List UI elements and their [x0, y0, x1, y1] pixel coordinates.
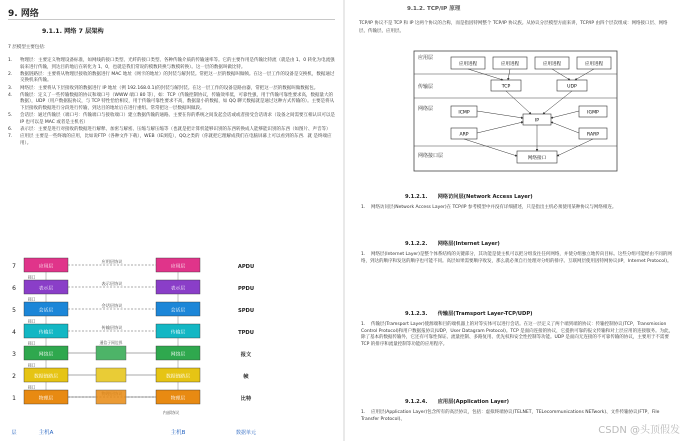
host-b-layer-name: 会话层 [170, 308, 186, 314]
relay-node-box [96, 368, 126, 382]
svg-text:应用进程: 应用进程 [500, 62, 520, 67]
host-b-layer-name: 物理层 [170, 396, 186, 402]
intro-text: 7 层模型主要包括： [8, 45, 49, 50]
pdu-label: 报文 [240, 352, 252, 358]
tcpip-intro: TCP/IP 协议不是 TCP 和 IP 这两个协议的合称，而是指因特网整个 TCP/IP 协议族。从协议分层模型方面来讲，TCP/IP 由四个层次组成：网络接口层、网络层、传输层、应用层。 [359, 21, 668, 34]
subnet-boundary-label: 通信子网边界 [99, 340, 123, 345]
host-b-label: 主机B [170, 430, 186, 436]
host-a-layer-name: 会话层 [38, 308, 54, 314]
list-item: 5. 会话层：通过传输层（端口号：传输端口与接收端口）建立数据传输的通路。主要在你的系统之间发起会话或或者接受会话请求（设备之间需要互相认识可以是 IP 也可以是 MAC 或者是主机名） [8, 113, 335, 125]
host-a-layer-name: 表示层 [38, 286, 54, 292]
layer-number: 7 [12, 263, 16, 270]
layer-label-net: 网络层 [418, 106, 434, 112]
subsection-title: 9.1.2.2. 网络层(Internet Layer) [405, 241, 500, 247]
layer-label-app: 应用层 [418, 55, 434, 61]
list-item: 6. 表示层：主要是进行对接收的数据进行解释、加密与解密、压缩与解压缩等（也就是把计算机能够识别的东西转换成人能够能识别的东西（如图片、声音等） [8, 126, 331, 132]
relay-node-box [96, 346, 126, 360]
svg-text:RARP: RARP [586, 132, 600, 138]
host-a-layer-name: 物理层 [38, 396, 54, 402]
host-b-layer-name: 数据链路层 [166, 374, 190, 380]
svg-text:应用进程: 应用进程 [542, 62, 562, 67]
osi-layer-list [8, 58, 335, 148]
pdu-label: APDU [237, 264, 255, 270]
host-a-layer-name: 应用层 [38, 264, 54, 270]
interface-label: 接口 [28, 340, 36, 346]
list-item: 1. 物理层：主要定义物理设备标准，如网线的接口类型、光纤的接口类型、各种传输介质的传输速率等。它的主要作用是传输比特流（就是由 1、0 转化为电流强弱来进行传输，到达目的地后在转化为 1、0，也就是我们常说的模数转换与数模转换）。这一层的数据叫做比特。 [8, 58, 335, 70]
subsection-body: 1. 传输层(Tramsport Layer)使源端和目的端机器上的对等实体可以进行会话。在这一层定义了两个端到端的协议：传输控制协议(TCP，Transmission Control Protocol)和用户数据报协议(UDP，User Datagram Protocol)。TCP 是面向连接的协议，它提供可靠的报文传输和对上层应用的连接服务。为此，除了基本的数据传输外，它还有可靠性保证、流量控制、多路复用、优先权和安全性控制等功能。UDP 是面向无连接的不可靠传输的协议，主要用于不需要 TCP 的排序和流量控制等功能的应用程序。 [361, 322, 674, 347]
pdu-label: PPDU [237, 286, 255, 292]
layer-number: 6 [12, 285, 16, 292]
protocol-label: 表示层协议 [101, 281, 123, 286]
interface-label: 接口 [28, 384, 36, 390]
internal-protocol-label: 内部协议 [162, 410, 180, 415]
subsection-body: 1. 应用层(Application Layer)包含所有的高层协议，包括：虚拟终端协议(TELNET，TELecommunications NETwork)、文件传输协议(FTP，File Transfer Protocol)、 [361, 410, 660, 422]
chapter-divider [8, 19, 335, 20]
protocol-label: 应用层协议 [101, 259, 123, 264]
protocol-label: 传输层协议 [101, 325, 123, 330]
interface-label: 接口 [28, 296, 36, 302]
list-item: 2. 数据链路层：主要将从物理层接收的数据进行 MAC 地址（网卡的地址）的封装与解封装。常把这一层的数据叫做帧。在这一层工作的设备是交换机，数据通过交换机来传输。 [8, 71, 335, 84]
osi-diagram [6, 254, 336, 438]
svg-text:ARP: ARP [459, 132, 469, 138]
subsection-title: 9.1.2.3. 传输层(Tramsport Layer-TCP/UDP) [405, 311, 533, 317]
subsection-body: 1. 网络层(Internet Layer)是整个体系结构的关键部分，其功能是使主机可以把分组发往任何网络，并使分组独立地传向目标。这些分组可能经由不同的网络，到达的顺序和发送的顺序也可能不同。高层如果需要顺序收发，那么就必须自行处理对分组的排序。互联网层使用因特网协议(IP，Internet Protocol)。 [361, 252, 672, 264]
host-b-layer-name: 网络层 [170, 352, 186, 358]
subsection-title: 9.1.2.4. 应用层(Application Layer) [405, 399, 509, 405]
list-item: 7. 应用层 主要是一些终端的应用，比如说FTP（各种文件下载），WEB（IE浏览），QQ之类的（你就把它理解成我们在电脑屏幕上可以看到的东西．就 是终端应用）。 [8, 134, 332, 146]
layer-label-link: 网络接口层 [418, 153, 444, 159]
tcpip-diagram [413, 50, 618, 172]
host-a-layer-name: 网络层 [38, 352, 54, 358]
svg-text:TCP: TCP [501, 84, 511, 90]
protocol-label: 会话层协议 [101, 303, 123, 308]
interface-label: 接口 [28, 362, 36, 368]
list-item: 4. 传输层：定义了一些传输数据的协议和端口号（WWW 端口 80 等），如：TCP（传输控制协议，传输效率低，可靠性强，用于传输可靠性要求高，数据量大的数据），UDP（用户数据报协议，与 TCP 特性恰恰相反，用于传输可靠性要求不高，数据量小的数据，如 QQ 聊天数据就是通过这种方式传输的）。主要是将从下层接收的数据进行分段进行传输，到达目的地址后在进行重组。常常把这一层数据叫做段。 [8, 92, 335, 111]
pdu-column-label: 数据单元 [235, 430, 257, 436]
pdu-label: 比特 [240, 396, 252, 402]
interface-label: 接口 [28, 318, 36, 324]
layer-label-transport: 传输层 [418, 84, 434, 90]
list-item: 3. 网络层：主要将从下层接收到的数据进行 IP 地址（例 192.168.0.1)的封装与解封装。在这一层工作的设备是路由器，常把这一层的数据叫做数据包。 [8, 85, 319, 91]
layer-number: 3 [12, 351, 16, 358]
host-b-layer-name: 传输层 [170, 330, 186, 336]
svg-text:IP: IP [534, 118, 540, 124]
pdu-label: TPDU [238, 330, 254, 336]
layer-column-label: 层 [11, 430, 17, 436]
relay-node-box [96, 390, 126, 404]
section-title-tcpip: 9.1.2. TCP/IP 原理 [407, 6, 461, 12]
svg-text:应用进程: 应用进程 [584, 62, 604, 67]
layer-number: 2 [12, 373, 16, 380]
layer-number: 4 [12, 329, 16, 336]
watermark: CSDN @头顶假发 [598, 425, 680, 436]
svg-text:网络接口: 网络接口 [527, 156, 547, 161]
pdu-label: SPDU [237, 308, 255, 314]
layer-number: 1 [12, 395, 16, 402]
host-a-layer-name: 数据链路层 [34, 374, 58, 380]
right-page [345, 0, 686, 441]
host-a-layer-name: 传输层 [38, 330, 54, 336]
subsection-body: 1. 网络访问层(Network Access Layer)在 TCP/IP 参考模型中并没有详细描述，只是指出主机必须使用某种协议与网络相连。 [361, 205, 617, 210]
host-b-layer-name: 应用层 [170, 264, 186, 270]
svg-text:UDP: UDP [567, 84, 577, 90]
chapter-title: 9. 网络 [8, 9, 39, 19]
subsection-title: 9.1.2.1. 网络访问层(Network Access Layer) [405, 194, 533, 200]
svg-text:IGMP: IGMP [587, 110, 599, 116]
layer-number: 5 [12, 307, 16, 314]
section-title-osi: 9.1.1. 网络 7 层架构 [42, 28, 104, 35]
host-b-layer-name: 表示层 [170, 286, 186, 292]
host-a-label: 主机A [38, 430, 54, 436]
svg-text:应用进程: 应用进程 [458, 62, 478, 67]
svg-text:ICMP: ICMP [458, 110, 470, 116]
pdu-label: 帧 [243, 374, 249, 380]
interface-label: 接口 [28, 274, 36, 280]
